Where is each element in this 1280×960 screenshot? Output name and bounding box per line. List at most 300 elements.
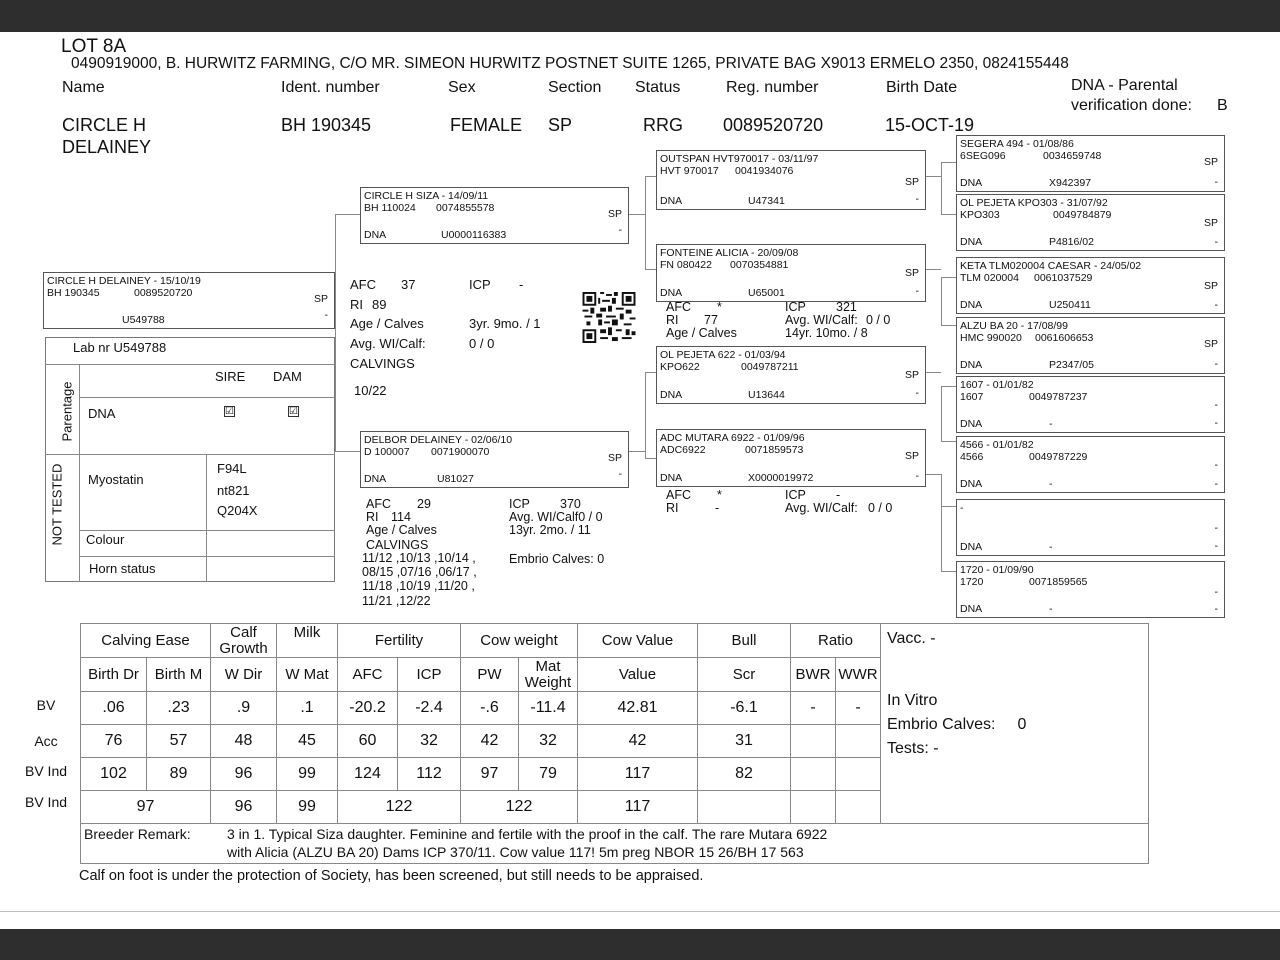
- sire-dna-label: DNA: [364, 229, 387, 241]
- sd-afc-label: AFC: [666, 300, 691, 314]
- lab-dam-header: DAM: [273, 369, 302, 384]
- g4-section: SP: [1203, 338, 1218, 350]
- sd-reg: 0070354881: [730, 259, 789, 271]
- g8-dna-value: -: [1049, 603, 1053, 615]
- sd-ri-label: RI: [666, 313, 679, 327]
- tree-line: [645, 269, 656, 270]
- g4-ident: HMC 990020: [960, 332, 1022, 344]
- tree-line: [941, 441, 956, 442]
- g6-section: -: [1214, 459, 1218, 471]
- bv-cell: -: [791, 692, 836, 725]
- g5-ident: 1607: [960, 391, 984, 403]
- sd-section: SP: [904, 267, 919, 279]
- g5-title: 1607 - 01/01/82: [960, 379, 1034, 391]
- self-ri-value: 89: [372, 297, 387, 312]
- ss-reg: 0041934076: [735, 165, 794, 177]
- dam-ri-label: RI: [366, 510, 379, 524]
- dam-calvings-4: 11/21 ,12/22: [362, 594, 431, 608]
- sub-icp: ICP: [398, 658, 461, 692]
- tree-line: [941, 277, 956, 278]
- self-age-calves-value: 3yr. 9mo. / 1: [469, 316, 541, 331]
- dd-dna-label: DNA: [660, 472, 683, 484]
- g1-title: SEGERA 494 - 01/08/86: [960, 138, 1074, 150]
- animal-reg: 0089520720: [723, 115, 824, 135]
- tree-line: [629, 451, 645, 452]
- tree-line: [335, 214, 360, 215]
- g2-dna-value: P4816/02: [1049, 236, 1094, 248]
- tree-line: [645, 176, 656, 177]
- tree-line: [645, 372, 646, 458]
- bvind2-cell: [836, 791, 881, 824]
- dam-calvings-2: 08/15 ,07/16 ,06/17 ,: [362, 565, 477, 579]
- self-calvings-value: 10/22: [354, 383, 387, 398]
- g4-reg: 0061606653: [1035, 332, 1094, 344]
- lot-number: LOT 8A: [61, 36, 127, 57]
- g6-title: 4566 - 01/01/82: [960, 439, 1034, 451]
- pedigree-sire-dam-box: [656, 244, 926, 302]
- tree-line: [941, 277, 942, 325]
- g4-dash: -: [1214, 358, 1218, 370]
- bvind-cell: 89: [147, 758, 211, 791]
- header-dna-1: DNA - Parental: [1071, 77, 1178, 94]
- bvind2-cell: 117: [578, 791, 698, 824]
- tree-line: [941, 506, 956, 507]
- dam-calvings-label: CALVINGS: [366, 538, 429, 552]
- header-dna-value: B: [1217, 97, 1228, 114]
- dd-afc-label: AFC: [666, 488, 691, 502]
- bvind-cell: 124: [338, 758, 398, 791]
- bv-cell: .1: [277, 692, 338, 725]
- bvind-cell: 117: [578, 758, 698, 791]
- bvind-cell: 97: [461, 758, 519, 791]
- myostatin-q204x: Q204X: [217, 503, 258, 518]
- sub-w-mat: W Mat: [277, 658, 338, 692]
- sd-age-calves-value: 14yr. 10mo. / 8: [785, 326, 868, 340]
- header-birth: Birth Date: [886, 79, 958, 96]
- row-label-bv-ind: BV Ind: [24, 763, 68, 779]
- animal-section: SP: [548, 115, 573, 135]
- animal-birth: 15-OCT-19: [885, 115, 975, 135]
- dam-avg: Avg. WI/Calf0 / 0: [509, 510, 603, 524]
- dam-afc-value: 29: [417, 497, 431, 511]
- ss-dash: -: [915, 193, 919, 205]
- g7-dash: -: [1214, 540, 1218, 552]
- bv-cell: .9: [211, 692, 277, 725]
- tree-line: [926, 269, 941, 270]
- g8-dna-label: DNA: [960, 603, 983, 615]
- ss-title: OUTSPAN HVT970017 - 03/11/97: [660, 153, 819, 165]
- dam-calvings-1: 11/12 ,10/13 ,10/14 ,: [362, 551, 476, 565]
- g1-reg: 0034659748: [1043, 150, 1102, 162]
- self-age-calves-label: Age / Calves: [350, 316, 424, 331]
- acc-cell: 32: [398, 725, 461, 758]
- sd-dna-label: DNA: [660, 287, 683, 299]
- sd-title: FONTEINE ALICIA - 20/09/08: [660, 247, 799, 259]
- bv-cell: .06: [81, 692, 147, 725]
- dd-icp-label: ICP: [785, 488, 806, 502]
- sub-mat-weight: [519, 658, 578, 692]
- pedigree-gg-6: [956, 436, 1225, 493]
- pedigree-dam-sire-box: [656, 346, 926, 404]
- g8-title: 1720 - 01/09/90: [960, 564, 1034, 576]
- g7-section: -: [1214, 522, 1218, 534]
- g4-dna-value: P2347/05: [1049, 359, 1094, 371]
- tree-line: [941, 214, 956, 215]
- sd-ident: FN 080422: [660, 259, 712, 271]
- pedigree-dam-dam-box: [656, 429, 926, 487]
- ss-section: SP: [904, 176, 919, 188]
- tree-line: [941, 474, 942, 571]
- g5-dna-label: DNA: [960, 418, 983, 430]
- bvind-cell: 79: [519, 758, 578, 791]
- row-label-bv-ind-2: BV Ind: [24, 794, 68, 810]
- lab-divider: [206, 454, 207, 582]
- lab-not-tested-label: NOT TESTED: [49, 463, 65, 546]
- acc-cell: 42: [461, 725, 519, 758]
- tree-line: [941, 162, 942, 214]
- g8-section: -: [1214, 586, 1218, 598]
- myostatin-f94l: F94L: [217, 461, 247, 476]
- acc-cell: [791, 725, 836, 758]
- g7-dna-label: DNA: [960, 541, 983, 553]
- self-title: CIRCLE H DELAINEY - 15/10/19: [47, 275, 201, 287]
- lab-divider: [79, 397, 335, 398]
- group-ratio: Ratio: [791, 624, 881, 658]
- calf-growth-line-1: Calf: [230, 623, 257, 641]
- pedigree-gg-3: [956, 257, 1225, 314]
- sub-pw: PW: [461, 658, 519, 692]
- sub-afc: AFC: [338, 658, 398, 692]
- dd-avg-label: Avg. WI/Calf:: [785, 501, 858, 515]
- g5-dash: -: [1214, 417, 1218, 429]
- row-label-bv: BV: [36, 697, 56, 713]
- ds-dna-value: U13644: [748, 389, 785, 401]
- g5-dna-value: -: [1049, 418, 1053, 430]
- dd-title: ADC MUTARA 6922 - 01/09/96: [660, 432, 805, 444]
- tree-line: [941, 386, 956, 387]
- top-bar: [0, 0, 1280, 32]
- dam-icp-label: ICP: [509, 497, 530, 511]
- header-section: Section: [548, 79, 602, 96]
- dam-age-calves-value: 13yr. 2mo. / 11: [509, 523, 591, 537]
- tree-line: [335, 214, 336, 451]
- tree-line: [941, 162, 956, 163]
- acc-cell: 60: [338, 725, 398, 758]
- header-ident: Ident. number: [281, 79, 380, 96]
- g6-reg: 0049787229: [1029, 451, 1088, 463]
- g2-dna-label: DNA: [960, 236, 983, 248]
- pedigree-gg-1: [956, 135, 1225, 192]
- tree-line: [629, 214, 645, 215]
- header-name: Name: [62, 79, 105, 96]
- lab-number: Lab nr U549788: [73, 340, 167, 355]
- header-dna-2: verification done:: [1071, 97, 1192, 114]
- animal-name-2: DELAINEY: [62, 137, 152, 157]
- ds-ident: KPO622: [660, 361, 700, 373]
- g1-ident: 6SEG096: [960, 150, 1006, 162]
- animal-status: RRG: [643, 115, 683, 135]
- pedigree-sire-sire-box: [656, 150, 926, 210]
- embrio-calves: [887, 716, 1148, 734]
- animal-name-1: CIRCLE H: [62, 115, 147, 135]
- lab-divider: [79, 530, 335, 531]
- tree-line: [645, 176, 646, 269]
- self-reg: 0089520720: [134, 287, 193, 299]
- pedigree-dam-box: [360, 431, 629, 488]
- bvind-cell: [791, 758, 836, 791]
- pedigree-gg-5: [956, 376, 1225, 433]
- bvind-cell: [836, 758, 881, 791]
- bv-cell: -.6: [461, 692, 519, 725]
- animal-sex: FEMALE: [450, 115, 523, 135]
- sire-ident: BH 110024: [364, 202, 416, 214]
- g3-title: KETA TLM020004 CAESAR - 24/05/02: [960, 260, 1142, 272]
- ebv-table: [80, 623, 1149, 864]
- sd-avg-label: Avg. WI/Calf:: [785, 313, 858, 327]
- bvind2-cell: [791, 791, 836, 824]
- footer-note: Calf on foot is under the protection of Society, has been screened, but still needs to be appraised.: [79, 868, 704, 884]
- bv-cell: -: [836, 692, 881, 725]
- tree-line: [645, 458, 656, 459]
- acc-cell: 31: [698, 725, 791, 758]
- dam-dna-label: DNA: [364, 473, 387, 485]
- tree-line: [941, 571, 956, 572]
- ds-dna-label: DNA: [660, 389, 683, 401]
- sire-title: CIRCLE H SIZA - 14/09/11: [364, 190, 489, 202]
- g2-ident: KPO303: [960, 209, 1000, 221]
- bvind2-cell: 99: [277, 791, 338, 824]
- lab-divider: [79, 556, 335, 557]
- sub-w-dir: W Dir: [211, 658, 277, 692]
- header-status: Status: [635, 79, 681, 96]
- owner-line: 0490919000, B. HURWITZ FARMING, C/O MR. SIMEON HURWITZ POSTNET SUITE 1265, PRIVATE BAG X9013 ERMELO 2350, 0824155448: [71, 55, 1069, 72]
- ss-dna-value: U47341: [748, 195, 785, 207]
- self-afc-label: AFC: [350, 277, 376, 292]
- g4-title: ALZU BA 20 - 17/08/99: [960, 320, 1068, 332]
- ds-title: OL PEJETA 622 - 01/03/94: [660, 349, 786, 361]
- sire-dash: -: [618, 224, 622, 236]
- sd-dash: -: [915, 285, 919, 297]
- g2-reg: 0049784879: [1053, 209, 1112, 221]
- tests: Tests: -: [887, 740, 939, 757]
- lab-colour-label: Colour: [86, 532, 125, 547]
- bvind2-cell: [698, 791, 791, 824]
- g3-dash: -: [1214, 299, 1218, 311]
- dd-icp-value: -: [836, 488, 841, 502]
- self-dash: -: [324, 309, 328, 321]
- pedigree-sire-box: [360, 187, 629, 244]
- ds-dash: -: [915, 387, 919, 399]
- sire-section: SP: [607, 208, 622, 220]
- dam-ident: D 100007: [364, 446, 410, 458]
- self-dna-value: U549788: [122, 314, 165, 326]
- breeder-remark-label: Breeder Remark:: [84, 826, 191, 842]
- separator: [0, 911, 1280, 912]
- g1-dash: -: [1214, 176, 1218, 188]
- bottom-bar: [0, 929, 1280, 960]
- g8-dash: -: [1214, 603, 1218, 615]
- pedigree-self-box: [43, 272, 335, 329]
- dam-title: DELBOR DELAINEY - 02/06/10: [364, 434, 513, 446]
- g6-dna-label: DNA: [960, 478, 983, 490]
- dam-ri-value: 114: [391, 510, 411, 524]
- g4-dna-label: DNA: [960, 359, 983, 371]
- g6-dash: -: [1214, 478, 1218, 490]
- breeder-remark-line-1: 3 in 1. Typical Siza daughter. Feminine and fertile with the proof in the calf. The rare Mutara 6922: [227, 826, 828, 842]
- acc-cell: 48: [211, 725, 277, 758]
- g3-dna-label: DNA: [960, 299, 983, 311]
- sd-icp-label: ICP: [785, 300, 806, 314]
- dam-dna-value: U81027: [437, 473, 474, 485]
- sd-ri-value: 77: [704, 313, 718, 327]
- row-label-acc: Acc: [34, 733, 58, 749]
- pedigree-gg-8: [956, 561, 1225, 618]
- embrio-calves-label: Embrio Calves:: [887, 716, 996, 733]
- breeder-remark-cell: [81, 824, 1149, 864]
- ds-reg: 0049787211: [741, 361, 799, 373]
- dam-reg: 0071900070: [431, 446, 490, 458]
- tree-line: [645, 372, 656, 373]
- self-icp-value: -: [519, 277, 524, 292]
- dam-icp-value: 370: [560, 497, 581, 511]
- sub-value: Value: [578, 658, 698, 692]
- tree-line: [941, 386, 942, 441]
- lab-sire-header: SIRE: [215, 369, 246, 384]
- bvind2-cell: 97: [81, 791, 211, 824]
- bv-cell: 42.81: [578, 692, 698, 725]
- group-cow-weight: Cow weight: [461, 624, 578, 658]
- lab-divider: [45, 364, 335, 365]
- mat-weight-line-1: Mat: [535, 657, 561, 675]
- lab-parentage-label: Parentage: [59, 381, 75, 442]
- self-calvings-label: CALVINGS: [350, 356, 415, 371]
- lab-dna-label: DNA: [88, 406, 116, 421]
- dam-calvings-3: 11/18 ,10/19 ,11/20 ,: [362, 579, 475, 593]
- dd-ri-label: RI: [666, 501, 679, 515]
- g6-ident: 4566: [960, 451, 984, 463]
- extra-info-cell: [881, 624, 1149, 824]
- dd-reg: 0071859573: [745, 444, 804, 456]
- acc-cell: 57: [147, 725, 211, 758]
- self-avg-value: 0 / 0: [469, 336, 495, 351]
- lab-horn-label: Horn status: [89, 561, 156, 576]
- bv-cell: -6.1: [698, 692, 791, 725]
- pedigree-gg-4: [956, 317, 1225, 374]
- g5-reg: 0049787237: [1029, 391, 1088, 403]
- calf-growth-line-2: Growth: [219, 639, 268, 657]
- acc-cell: 76: [81, 725, 147, 758]
- tree-line: [926, 474, 941, 475]
- sd-avg-value: 0 / 0: [866, 313, 891, 327]
- dd-dash: -: [915, 470, 919, 482]
- sub-wwr: WWR: [836, 658, 881, 692]
- ds-section: SP: [904, 369, 919, 381]
- sd-dna-value: U65001: [748, 287, 785, 299]
- g7-title: -: [960, 502, 964, 514]
- pedigree-gg-7: [956, 499, 1225, 556]
- g6-dna-value: -: [1049, 478, 1053, 490]
- lab-myostatin-label: Myostatin: [88, 472, 144, 487]
- dam-age-calves-label: Age / Calves: [366, 523, 437, 537]
- ss-ident: HVT 970017: [660, 165, 719, 177]
- dam-dash: -: [618, 468, 622, 480]
- g3-reg: 0061037529: [1034, 272, 1093, 284]
- g8-reg: 0071859565: [1029, 576, 1088, 588]
- acc-cell: 42: [578, 725, 698, 758]
- acc-cell: 32: [519, 725, 578, 758]
- self-afc-value: 37: [401, 277, 416, 292]
- acc-cell: [836, 725, 881, 758]
- pedigree-gg-2: [956, 194, 1225, 251]
- dd-afc-value: *: [717, 488, 722, 502]
- tree-line: [926, 176, 941, 177]
- sd-age-calves-label: Age / Calves: [666, 326, 737, 340]
- dam-section: SP: [607, 452, 622, 464]
- sub-bwr: BWR: [791, 658, 836, 692]
- group-calf-growth: [211, 624, 277, 658]
- bv-cell: -2.4: [398, 692, 461, 725]
- qr-code-icon: [582, 292, 636, 343]
- dd-ident: ADC6922: [660, 444, 706, 456]
- dam-afc-label: AFC: [366, 497, 391, 511]
- sire-dna-value: U0000116383: [441, 229, 507, 241]
- bvind2-cell: 96: [211, 791, 277, 824]
- bvind-cell: 99: [277, 758, 338, 791]
- in-vitro: In Vitro: [887, 692, 938, 709]
- self-avg-label: Avg. WI/Calf:: [350, 336, 426, 351]
- header-reg: Reg. number: [726, 79, 819, 96]
- lab-divider: [45, 454, 335, 455]
- dd-avg-value: 0 / 0: [868, 501, 893, 515]
- acc-cell: 45: [277, 725, 338, 758]
- dd-ri-value: -: [715, 501, 720, 515]
- myostatin-nt821: nt821: [217, 483, 250, 498]
- bv-cell: -11.4: [519, 692, 578, 725]
- g7-dna-value: -: [1049, 541, 1053, 553]
- g3-dna-value: U250411: [1049, 299, 1091, 311]
- g1-section: SP: [1203, 156, 1218, 168]
- tree-line: [926, 372, 941, 373]
- g2-dash: -: [1214, 236, 1218, 248]
- g2-title: OL PEJETA KPO303 - 31/07/92: [960, 197, 1108, 209]
- group-fertility: Fertility: [338, 624, 461, 658]
- self-icp-label: ICP: [469, 277, 491, 292]
- group-calving-ease: Calving Ease: [81, 624, 211, 658]
- bv-cell: -20.2: [338, 692, 398, 725]
- bvind-cell: 96: [211, 758, 277, 791]
- g5-section: -: [1214, 399, 1218, 411]
- group-cow-value: Cow Value: [578, 624, 698, 658]
- bvind-cell: 82: [698, 758, 791, 791]
- g1-dna-value: X942397: [1049, 177, 1092, 189]
- dna-dam-checkbox: ☑: [289, 406, 298, 417]
- sd-icp-value: 321: [836, 300, 857, 314]
- embrio-calves-value: 0: [1017, 716, 1027, 733]
- sub-scr: Scr: [698, 658, 791, 692]
- sub-birth-m: Birth M: [147, 658, 211, 692]
- sub-birth-dr: Birth Dr: [81, 658, 147, 692]
- tree-line: [335, 451, 360, 452]
- g3-ident: TLM 020004: [960, 272, 1019, 284]
- mat-weight-line-2: Weight: [524, 673, 572, 691]
- self-ri-label: RI: [350, 297, 363, 312]
- bvind2-cell: 122: [461, 791, 578, 824]
- g3-section: SP: [1203, 280, 1218, 292]
- dam-embrio: Embrio Calves: 0: [509, 552, 605, 566]
- sire-reg: 0074855578: [436, 202, 495, 214]
- g2-section: SP: [1203, 217, 1218, 229]
- g8-ident: 1720: [960, 576, 984, 588]
